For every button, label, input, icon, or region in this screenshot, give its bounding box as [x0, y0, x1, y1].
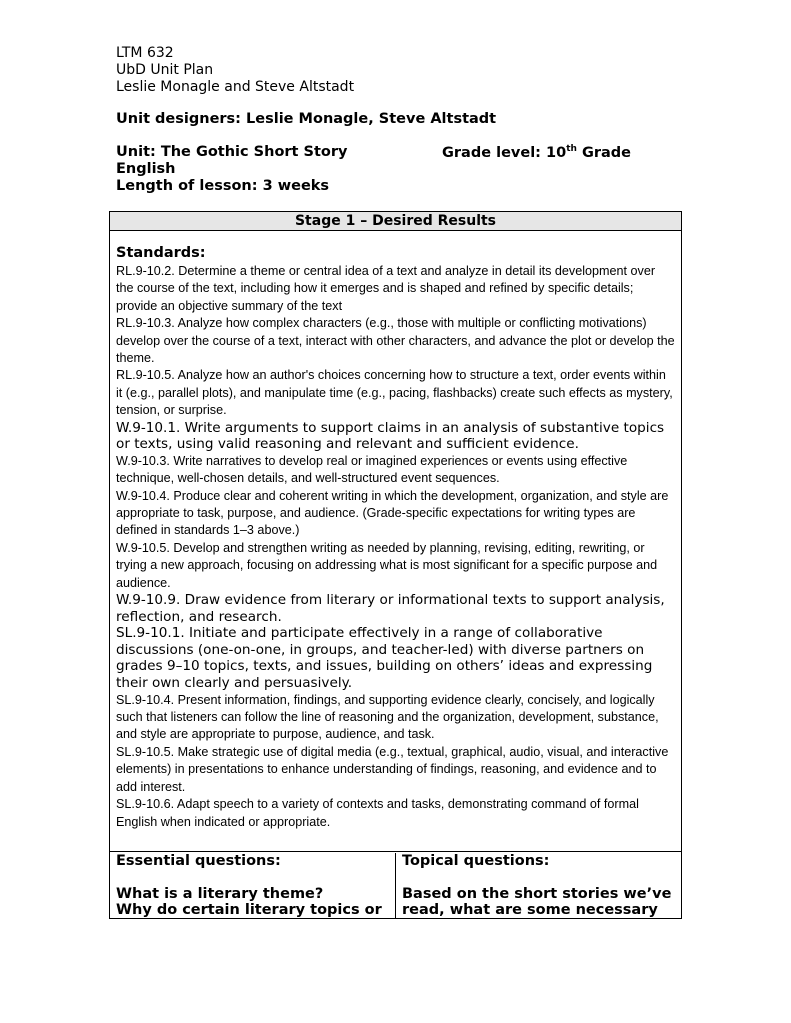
standard-item: W.9-10.3. Write narratives to develop real or imagined experiences or events using effective technique, well-chosen details, and well-structured event sequences.: [116, 453, 628, 486]
questions-row: [110, 853, 681, 918]
grade-level: [442, 144, 631, 161]
topical-questions-title: Topical questions:: [402, 853, 550, 869]
standards-cell: [110, 231, 681, 852]
essential-questions-cell: [110, 853, 396, 918]
stage1-table: [109, 211, 682, 919]
standard-item: W.9-10.4. Produce clear and coherent writing in which the development, organization, and style are appropriate to task, purpose, and audience. (Grade-specific expectations for writing types are defined in standards 1–3 above.): [116, 488, 669, 538]
standard-item: SL.9-10.4. Present information, findings, and supporting evidence clearly, concisely, and logically such that listeners can follow the line of reasoning and the organization, development, substance, and style are appropriate to purpose, audience, and task.: [116, 692, 659, 742]
essential-questions-title: Essential questions:: [116, 853, 281, 869]
standard-item: RL.9-10.3. Analyze how complex characters (e.g., those with multiple or conflicting motivations) develop over the course of a text, interact with other characters, and advance the plot or develop the theme.: [116, 316, 675, 366]
essential-question: Why do certain literary topics or: [116, 902, 382, 918]
standard-item: RL.9-10.2. Determine a theme or central idea of a text and analyze in detail its development over the course of the text, including how it emerges and is shaped and refined by specific details; provide an objective summary of the text: [116, 264, 656, 313]
topical-question: read, what are some necessary: [402, 902, 658, 918]
unit-title-continued: English: [116, 161, 176, 177]
grade-level-suffix: Grade: [576, 145, 632, 161]
document-header: [116, 45, 354, 96]
standard-item: SL.9-10.1. Initiate and participate effectively in a range of collaborative discussions (one-on-one, in groups, and teacher-led) with diverse partners on grades 9–10 topics, texts, and issues, building on others’ ideas and expressing their own clearly and persuasively.: [116, 625, 653, 692]
course-code: LTM 632: [116, 45, 174, 61]
topical-questions-cell: [396, 853, 681, 918]
standards-title: Standards:: [116, 245, 206, 261]
standard-item: W.9-10.5. Develop and strengthen writing as needed by planning, revising, editing, rewriting, or trying a new approach, focusing on addressing what is most significant for a specific purpose and audience.: [116, 540, 658, 590]
standard-item: RL.9-10.5. Analyze how an author's choices concerning how to structure a text, order events within it (e.g., parallel plots), and manipulate time (e.g., pacing, flashbacks) create such effects as mystery, tension, or surprise.: [116, 368, 673, 418]
standard-item: SL.9-10.5. Make strategic use of digital media (e.g., textual, graphical, audio, visual, and interactive elements) in presentations to enhance understanding of findings, reasoning, and evidence and to add interest.: [116, 744, 669, 794]
unit-title: Unit: The Gothic Short Story: [116, 144, 348, 160]
essential-question: What is a literary theme?: [116, 885, 324, 902]
document-type: UbD Unit Plan: [116, 62, 214, 78]
authors: Leslie Monagle and Steve Altstadt: [116, 79, 355, 95]
standard-item: W.9-10.9. Draw evidence from literary or informational texts to support analysis, reflection, and research.: [116, 592, 665, 625]
lesson-length: Length of lesson: 3 weeks: [116, 178, 330, 194]
topical-question: Based on the short stories we’ve: [402, 885, 672, 902]
grade-level-superscript: th: [566, 144, 577, 154]
standard-item: SL.9-10.6. Adapt speech to a variety of contexts and tasks, demonstrating command of formal English when indicated or appropriate.: [116, 797, 639, 829]
stage1-header: Stage 1 – Desired Results: [110, 212, 681, 231]
grade-level-label: Grade level: 10: [442, 145, 567, 161]
standard-item: W.9-10.1. Write arguments to support claims in an analysis of substantive topics or texts, using valid reasoning and relevant and sufficient evidence.: [116, 419, 665, 453]
unit-designers: Unit designers: Leslie Monagle, Steve Altstadt: [116, 111, 497, 127]
